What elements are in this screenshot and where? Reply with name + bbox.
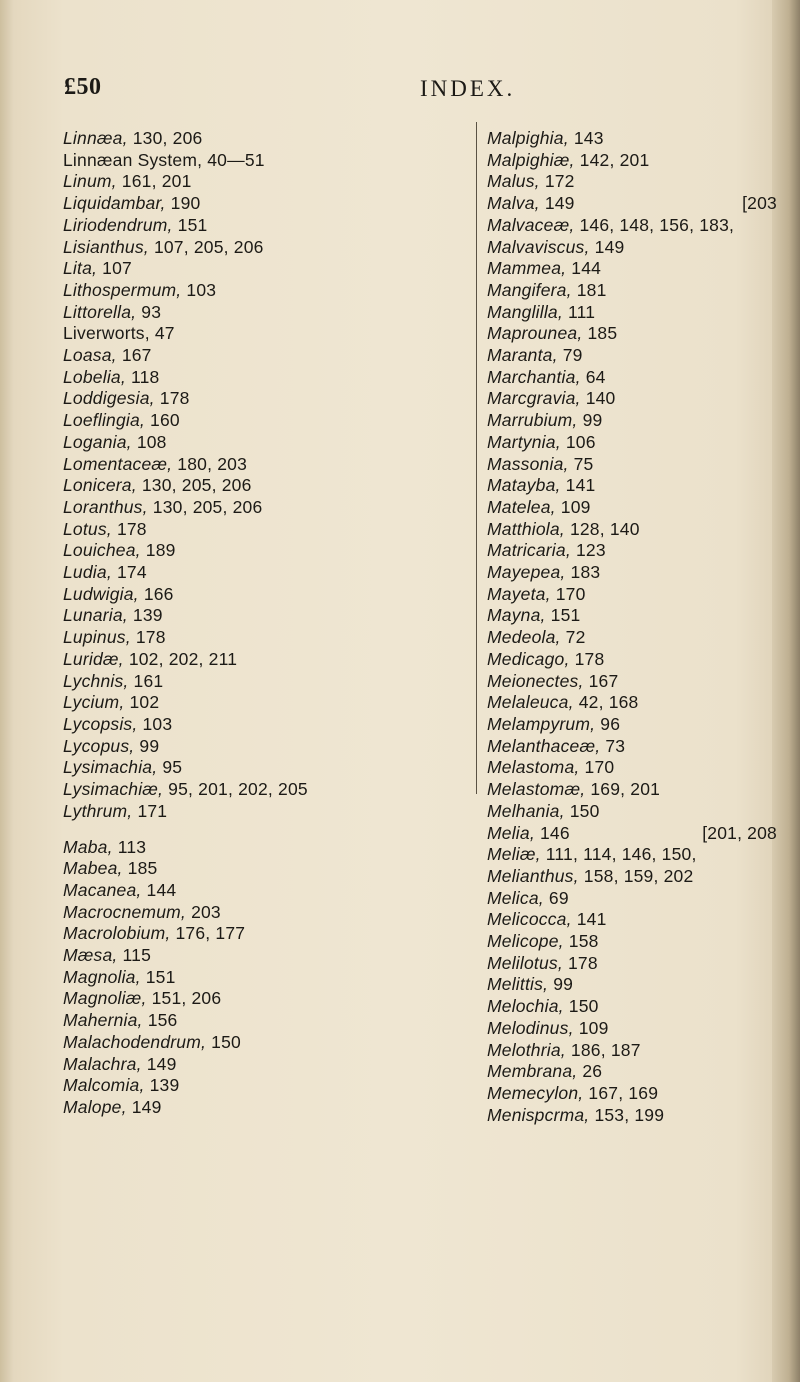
index-pages: 109	[560, 496, 591, 517]
index-term: Malachra,	[63, 1053, 142, 1074]
index-pages: 142, 201	[579, 149, 650, 170]
column-divider	[476, 122, 477, 794]
index-pages: 141	[565, 475, 596, 496]
index-pages: 178	[159, 388, 190, 409]
index-pages: 111, 114, 146, 150,	[545, 844, 697, 865]
index-pages: 47	[154, 323, 175, 344]
index-pages: 69	[548, 887, 569, 908]
index-term: Lysimachia,	[63, 757, 158, 778]
index-entry	[63, 432, 463, 454]
index-pages: 158, 159, 202	[583, 865, 694, 886]
index-term: Malus,	[487, 171, 540, 192]
index-term: Melica,	[487, 887, 544, 908]
index-term: Malpighiæ,	[487, 149, 575, 170]
index-entry	[63, 757, 463, 779]
index-pages: 186, 187	[570, 1039, 641, 1060]
index-pages: 40—51	[207, 149, 265, 170]
index-pages: 144	[146, 879, 177, 900]
index-term: Memecylon,	[487, 1082, 584, 1103]
index-term: Lychnis,	[63, 670, 129, 691]
index-term: Lythrum,	[63, 800, 133, 821]
index-pages: 128, 140	[569, 518, 640, 539]
index-entry	[487, 519, 777, 541]
index-term: Marcgravia,	[487, 388, 581, 409]
index-entry	[63, 171, 463, 193]
index-pages: 75	[573, 453, 594, 474]
index-entry	[487, 974, 777, 996]
index-entry	[63, 967, 463, 989]
index-entry	[63, 1010, 463, 1032]
index-pages: 180, 203	[177, 453, 248, 474]
index-pages: 156	[147, 1010, 178, 1031]
index-pages: 189	[145, 540, 176, 561]
index-term: Medicago,	[487, 648, 570, 669]
index-entry	[63, 605, 463, 627]
index-entry	[487, 844, 777, 866]
index-pages: 130, 205, 206	[141, 475, 252, 496]
index-pages: 161	[133, 670, 164, 691]
index-term: Matayba,	[487, 475, 561, 496]
index-pages: 146	[539, 822, 570, 843]
index-entry	[63, 714, 463, 736]
index-term: Lunaria,	[63, 605, 128, 626]
index-term: Liverworts,	[63, 323, 150, 344]
index-entry	[487, 345, 777, 367]
index-pages: 167	[588, 670, 619, 691]
index-entry	[63, 388, 463, 410]
index-entry	[63, 858, 463, 880]
index-pages: 151	[550, 605, 581, 626]
index-pages: 143	[573, 128, 604, 148]
index-pages: 115	[122, 945, 152, 966]
index-term: Linnæa,	[63, 128, 128, 148]
index-entry	[487, 605, 777, 627]
index-pages: 64	[585, 366, 606, 387]
index-entry	[63, 1054, 463, 1076]
index-entry	[487, 171, 777, 193]
index-entry	[487, 215, 777, 237]
index-entry	[63, 562, 463, 584]
index-entry	[487, 627, 777, 649]
index-entry	[63, 345, 463, 367]
index-pages: 139	[149, 1075, 180, 1096]
index-term: Lycopsis,	[63, 713, 138, 734]
index-term: Malva,	[487, 193, 540, 214]
index-term: Loddigesia,	[63, 388, 155, 409]
index-entry	[487, 1083, 777, 1105]
index-pages: 178	[135, 627, 166, 648]
index-pages: 96	[600, 713, 621, 734]
index-pages: 107, 205, 206	[153, 236, 264, 257]
index-term: Martynia,	[487, 431, 561, 452]
index-term: Melianthus,	[487, 865, 579, 886]
index-term: Louichea,	[63, 540, 141, 561]
index-pages: 172	[544, 171, 575, 192]
index-entry	[63, 237, 463, 259]
index-entry	[487, 193, 777, 215]
index-term: Malvaviscus,	[487, 236, 590, 257]
index-term: Melittis,	[487, 974, 549, 995]
index-entry	[63, 902, 463, 924]
index-entry	[63, 779, 463, 801]
index-pages: 103	[142, 713, 173, 734]
index-entry	[487, 1061, 777, 1083]
index-pages: 203	[191, 901, 221, 922]
index-term: Malcomia,	[63, 1075, 145, 1096]
index-term: Melampyrum,	[487, 713, 596, 734]
index-entry	[63, 627, 463, 649]
index-term: Littorella,	[63, 301, 137, 322]
index-entry	[63, 410, 463, 432]
index-pages: 140	[585, 388, 616, 409]
index-entry	[487, 237, 777, 259]
index-term: Lita,	[63, 258, 98, 279]
index-term: Loasa,	[63, 345, 117, 366]
index-pages: 102, 202, 211	[128, 648, 238, 669]
index-term: Malope,	[63, 1096, 127, 1117]
index-term: Malvaceæ,	[487, 214, 575, 235]
index-entry	[63, 1075, 463, 1097]
index-term: Loranthus,	[63, 496, 148, 517]
index-term: Lycium,	[63, 692, 125, 713]
index-entry	[487, 1018, 777, 1040]
index-entry	[487, 996, 777, 1018]
index-term: Luridæ,	[63, 648, 124, 669]
index-term: Matthiola,	[487, 518, 565, 539]
index-entry	[63, 280, 463, 302]
index-pages: 170	[584, 757, 615, 778]
index-term: Marrubium,	[487, 410, 578, 431]
index-term: Lomentaceæ,	[63, 453, 173, 474]
index-term: Linnæan System,	[63, 149, 203, 170]
index-term: Lysimachiæ,	[63, 779, 164, 800]
index-pages: 103	[186, 279, 217, 300]
index-term: Membrana,	[487, 1061, 578, 1082]
index-term: Melilotus,	[487, 952, 563, 973]
index-term: Matelea,	[487, 496, 556, 517]
index-term: Melhania,	[487, 800, 565, 821]
index-entry	[63, 1097, 463, 1119]
index-term: Melaleuca,	[487, 692, 574, 713]
index-pages: 102	[129, 692, 160, 713]
index-entry	[487, 454, 777, 476]
index-pages: 153, 199	[594, 1104, 665, 1125]
index-pages: 167, 169	[588, 1082, 659, 1103]
index-entry	[487, 801, 777, 823]
index-term: Magnolia,	[63, 966, 141, 987]
index-pages: 113	[117, 836, 147, 857]
index-entry	[487, 823, 777, 845]
index-entry	[63, 880, 463, 902]
index-pages: 150	[569, 800, 600, 821]
index-entry	[487, 584, 777, 606]
index-term: Lonicera,	[63, 475, 137, 496]
index-term: Menispcrma,	[487, 1104, 590, 1125]
index-entry	[487, 779, 777, 801]
index-pages: 106	[565, 431, 596, 452]
index-term: Mahernia,	[63, 1010, 143, 1031]
index-term: Magnoliæ,	[63, 988, 147, 1009]
index-pages: 150	[568, 996, 599, 1017]
index-entry	[63, 671, 463, 693]
index-term: Medeola,	[487, 627, 561, 648]
index-entry	[487, 150, 777, 172]
index-entry	[63, 988, 463, 1010]
index-pages: 26	[582, 1061, 603, 1082]
index-entry	[63, 367, 463, 389]
index-pages: 166	[143, 583, 174, 604]
index-entry	[487, 388, 777, 410]
index-term: Macrocnemum,	[63, 901, 186, 922]
index-entry	[63, 454, 463, 476]
page-header	[0, 74, 800, 108]
index-pages: 160	[150, 410, 180, 431]
index-pages: 170	[555, 583, 586, 604]
index-pages: 123	[575, 540, 606, 561]
index-entry	[487, 258, 777, 280]
index-pages: 149	[594, 236, 625, 257]
index-entry	[487, 128, 777, 150]
index-entry	[63, 302, 463, 324]
index-term: Maba,	[63, 836, 113, 857]
index-pages: 79	[562, 345, 583, 366]
index-term: Mayna,	[487, 605, 546, 626]
index-term: Melicope,	[487, 931, 564, 952]
index-entry	[63, 923, 463, 945]
index-pages: 141	[576, 909, 607, 930]
index-pages: 151, 206	[151, 988, 222, 1009]
index-pages: 149	[131, 1096, 162, 1117]
index-pages: 158	[568, 931, 599, 952]
index-entry	[63, 1032, 463, 1054]
index-pages: 107	[102, 258, 132, 279]
index-term: Meionectes,	[487, 670, 584, 691]
index-entry	[487, 692, 777, 714]
index-pages: 118	[130, 366, 160, 387]
index-entry	[63, 649, 463, 671]
index-pages: 176, 177	[175, 923, 246, 944]
index-entry	[487, 410, 777, 432]
index-term: Melastomæ,	[487, 779, 586, 800]
index-term: Malpighia,	[487, 128, 569, 148]
index-entry	[63, 801, 463, 823]
index-term: Mammea,	[487, 258, 567, 279]
index-pages: 144	[571, 258, 602, 279]
index-pages: 99	[582, 410, 603, 431]
index-term: Mayeta,	[487, 583, 551, 604]
index-term: Liquidambar,	[63, 193, 166, 214]
index-pages: 183	[570, 562, 601, 583]
index-pages: 171	[137, 800, 168, 821]
index-term: Lupinus,	[63, 627, 131, 648]
index-pages: 185	[587, 323, 618, 344]
index-continuation: [203	[742, 193, 777, 214]
index-entry	[487, 540, 777, 562]
index-entry	[487, 866, 777, 888]
index-entry	[487, 562, 777, 584]
index-term: Lobelia,	[63, 366, 126, 387]
index-entry	[63, 150, 463, 172]
index-pages: 169, 201	[590, 779, 661, 800]
index-column-left	[63, 128, 463, 1119]
index-pages: 178	[116, 518, 147, 539]
index-pages: 95	[162, 757, 183, 778]
index-pages: 95, 201, 202, 205	[168, 779, 308, 800]
index-term: Lisianthus,	[63, 236, 149, 257]
index-pages: 42, 168	[578, 692, 639, 713]
index-entry	[487, 953, 777, 975]
index-pages: 181	[576, 279, 607, 300]
index-term: Mayepea,	[487, 562, 566, 583]
index-term: Logania,	[63, 431, 132, 452]
index-entry	[63, 323, 463, 345]
index-column-right	[487, 128, 777, 1126]
page-gutter	[0, 0, 14, 1382]
index-entry	[487, 475, 777, 497]
index-term: Macrolobium,	[63, 923, 171, 944]
index-pages: 178	[567, 952, 598, 973]
index-entry	[487, 1040, 777, 1062]
index-entry	[487, 931, 777, 953]
index-pages: 73	[605, 735, 626, 756]
index-entry	[487, 888, 777, 910]
index-pages: 167	[121, 345, 152, 366]
index-pages: 146, 148, 156, 183,	[579, 214, 735, 235]
index-entry	[487, 497, 777, 519]
index-entry	[63, 692, 463, 714]
index-entry	[63, 736, 463, 758]
index-pages: 93	[141, 301, 162, 322]
index-term: Marchantia,	[487, 366, 581, 387]
index-pages: 99	[553, 974, 574, 995]
index-entry	[487, 757, 777, 779]
index-term: Mabea,	[63, 858, 123, 879]
index-entry	[63, 497, 463, 519]
index-entry	[63, 945, 463, 967]
index-pages: 178	[574, 648, 605, 669]
index-entry	[63, 519, 463, 541]
index-entry	[487, 367, 777, 389]
index-term: Mangifera,	[487, 279, 572, 300]
index-term: Lotus,	[63, 518, 112, 539]
index-pages: 139	[132, 605, 163, 626]
index-term: Lycopus,	[63, 735, 135, 756]
index-entry	[487, 736, 777, 758]
index-term: Liriodendrum,	[63, 214, 173, 235]
index-pages: 72	[565, 627, 586, 648]
page-number: £50	[64, 74, 102, 100]
index-term: Lithospermum,	[63, 279, 182, 300]
index-entry	[63, 584, 463, 606]
index-entry	[63, 475, 463, 497]
index-pages: 151	[177, 214, 208, 235]
index-pages: 130, 206	[132, 128, 203, 148]
index-pages: 130, 205, 206	[152, 496, 263, 517]
index-pages: 174	[116, 562, 147, 583]
index-entry	[487, 302, 777, 324]
index-entry	[487, 714, 777, 736]
index-pages: 109	[578, 1017, 609, 1038]
index-term: Ludwigia,	[63, 583, 139, 604]
index-entry	[487, 323, 777, 345]
index-term: Massonia,	[487, 453, 569, 474]
index-entry	[63, 258, 463, 280]
index-entry	[63, 540, 463, 562]
index-entry	[487, 909, 777, 931]
index-continuation: [201, 208	[702, 822, 777, 843]
index-term: Malachodendrum,	[63, 1031, 207, 1052]
index-term: Matricaria,	[487, 540, 571, 561]
index-term: Melodinus,	[487, 1017, 574, 1038]
index-term: Melia,	[487, 822, 535, 843]
index-entry	[487, 649, 777, 671]
index-term: Meliæ,	[487, 844, 541, 865]
index-term: Maranta,	[487, 345, 558, 366]
index-pages: 190	[170, 193, 201, 214]
index-term: Manglilla,	[487, 301, 563, 322]
index-term: Melochia,	[487, 996, 564, 1017]
index-entry	[487, 671, 777, 693]
index-pages: 151	[145, 966, 176, 987]
index-entry	[487, 280, 777, 302]
index-entry	[63, 837, 463, 859]
running-head: INDEX.	[420, 76, 516, 101]
index-pages: 185	[127, 858, 158, 879]
index-pages: 149	[544, 193, 575, 214]
index-term: Ludia,	[63, 562, 112, 583]
index-term: Linum,	[63, 171, 117, 192]
index-pages: 99	[139, 735, 160, 756]
index-entry	[63, 215, 463, 237]
index-entry	[487, 1105, 777, 1127]
index-term: Melastoma,	[487, 757, 580, 778]
index-term: Melicocca,	[487, 909, 572, 930]
index-pages: 161, 201	[121, 171, 192, 192]
index-term: Melanthaceæ,	[487, 735, 601, 756]
index-pages: 111	[568, 301, 596, 322]
index-pages: 108	[136, 431, 167, 452]
index-term: Melothria,	[487, 1039, 566, 1060]
index-term: Mæsa,	[63, 945, 118, 966]
index-entry	[63, 193, 463, 215]
index-term: Macanea,	[63, 879, 142, 900]
index-entry	[63, 128, 463, 150]
index-term: Loeflingia,	[63, 410, 145, 431]
index-entry	[487, 432, 777, 454]
index-pages: 149	[146, 1053, 177, 1074]
index-pages: 150	[211, 1031, 241, 1052]
index-term: Maprounea,	[487, 323, 583, 344]
